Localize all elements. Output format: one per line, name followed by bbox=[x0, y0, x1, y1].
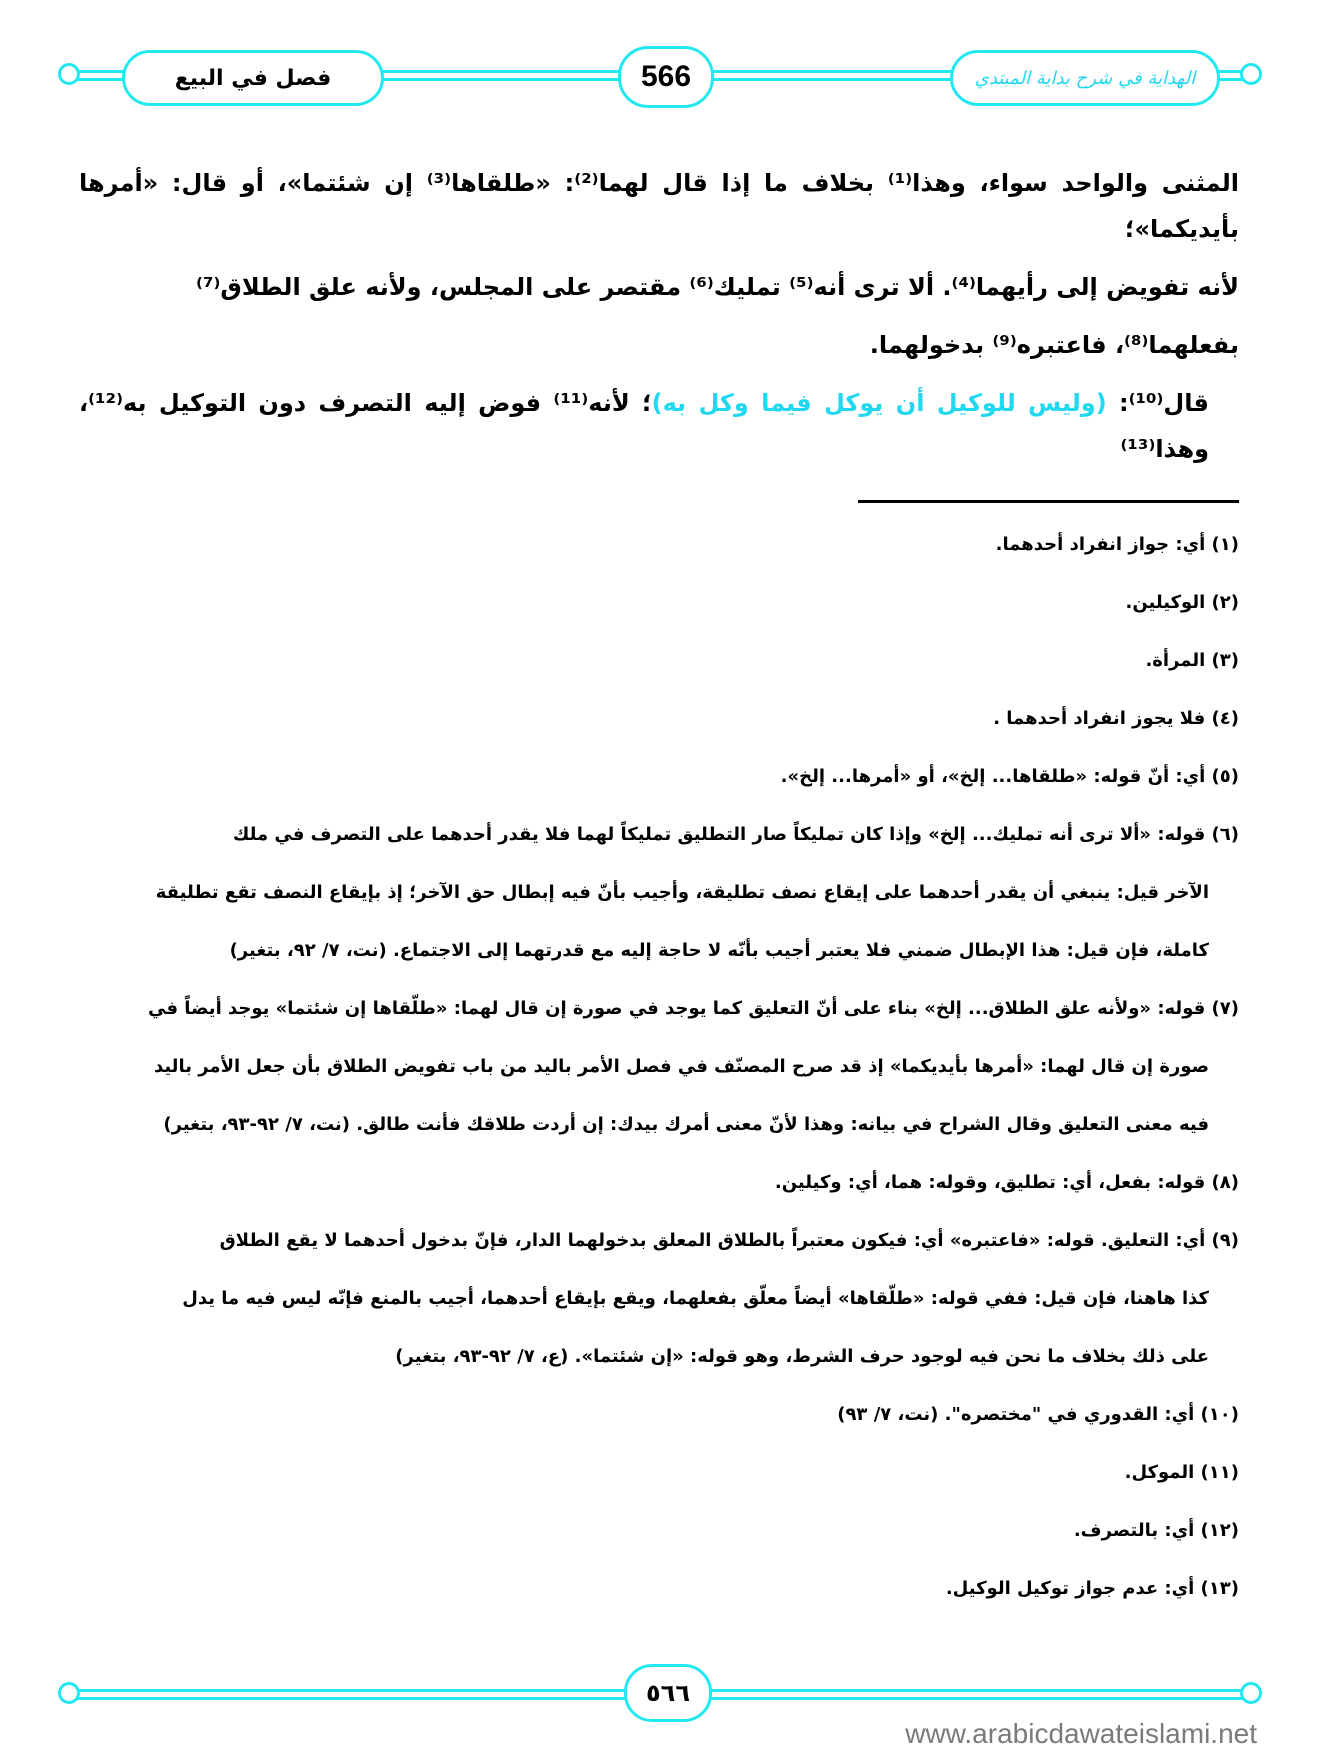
section-title: فصل في البيع bbox=[174, 65, 332, 91]
footnote: (٧) قوله: «ولأنه علق الطلاق... إلخ» بناء على أنّ التعليق كما يوجد في صورة إن قال لهما: «طلّقاها إن شئتما» يوجد أيضاً في bbox=[148, 998, 1239, 1019]
page-content bbox=[79, 160, 1239, 1633]
footnote-continuation: صورة إن قال لهما: «أمرها بأيديكما» إذ قد صرح المصنّف في فصل الأمر باليد من باب تفويض الطلاق بأن جعل الأمر باليد bbox=[153, 1056, 1209, 1077]
footnote: (٣) المرأة. bbox=[1145, 650, 1239, 671]
matn-quote: (وليس للوكيل أن يوكل فيما وكل به) bbox=[651, 389, 1107, 417]
footnote: (٢) الوكيلين. bbox=[1125, 592, 1239, 613]
footnote-continuation: كاملة، فإن قيل: هذا الإبطال ضمني فلا يعتبر أجيب بأنّه لا حاجة إليه مع قدرتهما إلى الاجتماع. (نت، ٧/ ٩٢، بتغير) bbox=[229, 940, 1209, 961]
footnote: (٨) قوله: بفعل، أي: تطليق، وقوله: هما، أي: وكيلين. bbox=[774, 1172, 1239, 1193]
watermark: www.arabicdawateislami.net bbox=[905, 1718, 1257, 1749]
main-text bbox=[79, 160, 1239, 472]
ornament-icon bbox=[1240, 1682, 1262, 1704]
footnote: (١٠) أي: القدوري في "مختصره". (نت، ٧/ ٩٣) bbox=[837, 1404, 1239, 1425]
footnote: (١٣) أي: عدم جواز توكيل الوكيل. bbox=[945, 1578, 1239, 1599]
footnotes bbox=[79, 531, 1239, 1603]
footnote: (٥) أي: أنّ قوله: «طلقاها... إلخ»، أو «أمرها... إلخ». bbox=[780, 766, 1239, 787]
ornament-icon bbox=[1240, 63, 1262, 85]
footnote-continuation: على ذلك بخلاف ما نحن فيه لوجود حرف الشرط، وهو قوله: «إن شئتما». (ع، ٧/ ٩٢-٩٣، بتغير) bbox=[395, 1346, 1209, 1367]
footnote: (١٢) أي: بالتصرف. bbox=[1073, 1520, 1239, 1541]
footnote-continuation: فيه معنى التعليق وقال الشراح في بيانه: وهذا لأنّ معنى أمرك بيدك: إن أردت طلاقك فأنت طالق. (نت، ٧/ ٩٢-٩٣، بتغير) bbox=[163, 1114, 1209, 1135]
main-line: المثنى والواحد سواء، وهذا⁽¹⁾ بخلاف ما إذا قال لهما⁽²⁾: «طلقاها⁽³⁾ إن شئتما»، أو قال: «أمرها بأيديكما»؛ bbox=[79, 169, 1239, 243]
footnote: (١١) الموكل. bbox=[1124, 1462, 1239, 1483]
footer-page-number-box bbox=[624, 1664, 712, 1722]
footnote: (٩) أي: التعليق. قوله: «فاعتبره» أي: فيكون معتبراً بالطلاق المعلق بدخولهما الدار، فإنّ بدخول أحدهما لا يقع الطلاق bbox=[219, 1230, 1239, 1251]
ornament-icon bbox=[58, 1682, 80, 1704]
main-text-prefix: قال⁽¹⁰⁾: bbox=[1106, 389, 1209, 417]
section-title-box bbox=[122, 50, 384, 106]
ornament-icon bbox=[58, 63, 80, 85]
book-title: الهداية في شرح بداية المبتدي bbox=[974, 67, 1196, 89]
book-title-box bbox=[950, 50, 1220, 106]
footnote: (٦) قوله: «ألا ترى أنه تمليك... إلخ» وإذا كان تمليكاً صار التطليق تمليكاً لهما فلا يقدر أحدهما على التصرف في ملك bbox=[232, 824, 1239, 845]
page-number-box bbox=[618, 46, 714, 108]
footnote-continuation: الآخر قيل: ينبغي أن يقدر أحدهما على إيقاع نصف تطليقة، وأجيب بأنّ فيه إبطال حق الآخر؛ إذ بإيقاع النصف تقع تطليقة bbox=[155, 882, 1209, 903]
main-text-suffix: ؛ لأنه⁽¹¹⁾ فوض إليه التصرف دون التوكيل به⁽¹²⁾، وهذا⁽¹³⁾ bbox=[79, 389, 1209, 463]
main-line bbox=[79, 380, 1239, 472]
footnote-continuation: كذا هاهنا، فإن قيل: ففي قوله: «طلّقاها» أيضاً معلّق بفعلهما، ويقع بإيقاع أحدهما، أجيب بالمنع فإنّه ليس فيه ما يدل bbox=[182, 1288, 1209, 1309]
page-number: 566 bbox=[640, 60, 692, 93]
main-line: لأنه تفويض إلى رأيهما⁽⁴⁾. ألا ترى أنه⁽⁵⁾ تمليك⁽⁶⁾ مقتصر على المجلس، ولأنه علق الطلاق⁽⁷⁾ bbox=[196, 273, 1239, 301]
main-line: بفعلهما⁽⁸⁾، فاعتبره⁽⁹⁾ بدخولهما. bbox=[869, 331, 1239, 359]
footnote-divider bbox=[858, 500, 1239, 503]
footer-page-number: ٥٦٦ bbox=[646, 1679, 690, 1707]
footnote: (٤) فلا يجوز انفراد أحدهما . bbox=[993, 708, 1239, 729]
footnote: (١) أي: جواز انفراد أحدهما. bbox=[995, 534, 1239, 555]
